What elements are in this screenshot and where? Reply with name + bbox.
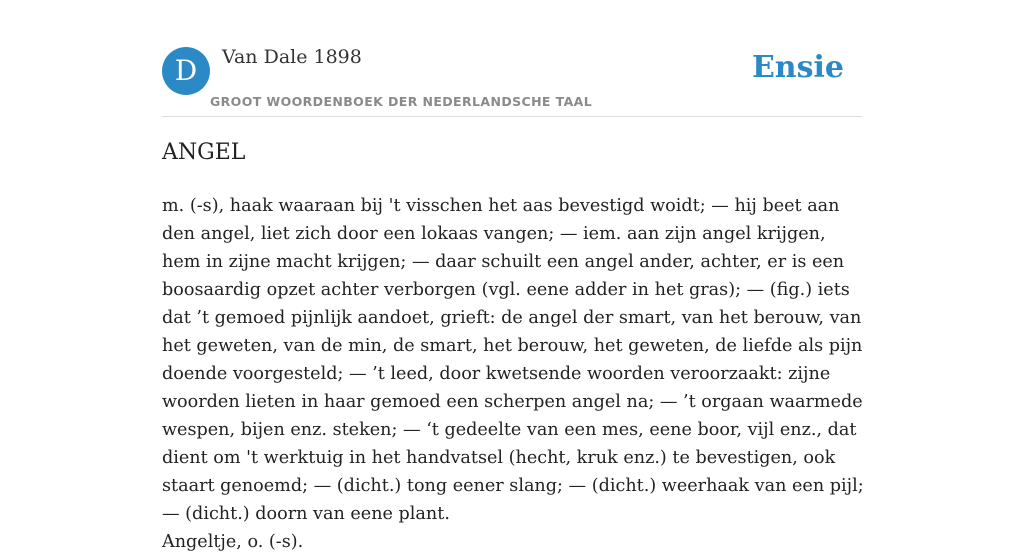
- entry-headword: ANGEL: [162, 140, 246, 165]
- entry-definition: [162, 192, 868, 556]
- header: [162, 40, 862, 117]
- source-logo[interactable]: D: [162, 47, 210, 95]
- brand-logo-link[interactable]: Ensie: [751, 50, 844, 85]
- definition-text: m. (-s), haak waaraan bij 't visschen het aas bevestigd woidt; — hij beet aan den angel, liet zich door een lokaas vangen; — iem. aan zijn angel krijgen, hem in zijne macht krijgen; — daar schuilt een angel ander, achter, er is een boosaardig opzet achter verborgen (vgl. eene adder in het gras); — (fig.) iets dat ’t gemoed pijnlijk aandoet, grieft: de angel der smart, van het berouw, van het geweten, van de min, de smart, het berouw, het geweten, de liefde als pijn doende voorgesteld; — ’t leed, door kwetsende woorden veroorzaakt: zijne woorden lieten in haar gemoed een scherpen angel na; — ’t orgaan waarmede wespen, bijen enz. steken; — ‘t gedeelte van een mes, eene boor, vijl enz., dat dient om 't werktuig in het handvatsel (hecht, kruk enz.) te bevestigen, ook staart genoemd; — (dicht.) tong eener slang; — (dicht.) weerhaak van een pijl; — (dicht.) doorn van eene plant.: [162, 196, 864, 524]
- next-entry-text: Angeltje, o. (-s).: [162, 532, 304, 552]
- source-title[interactable]: Van Dale 1898: [222, 46, 362, 68]
- source-subtitle: GROOT WOORDENBOEK DER NEDERLANDSCHE TAAL: [210, 94, 593, 109]
